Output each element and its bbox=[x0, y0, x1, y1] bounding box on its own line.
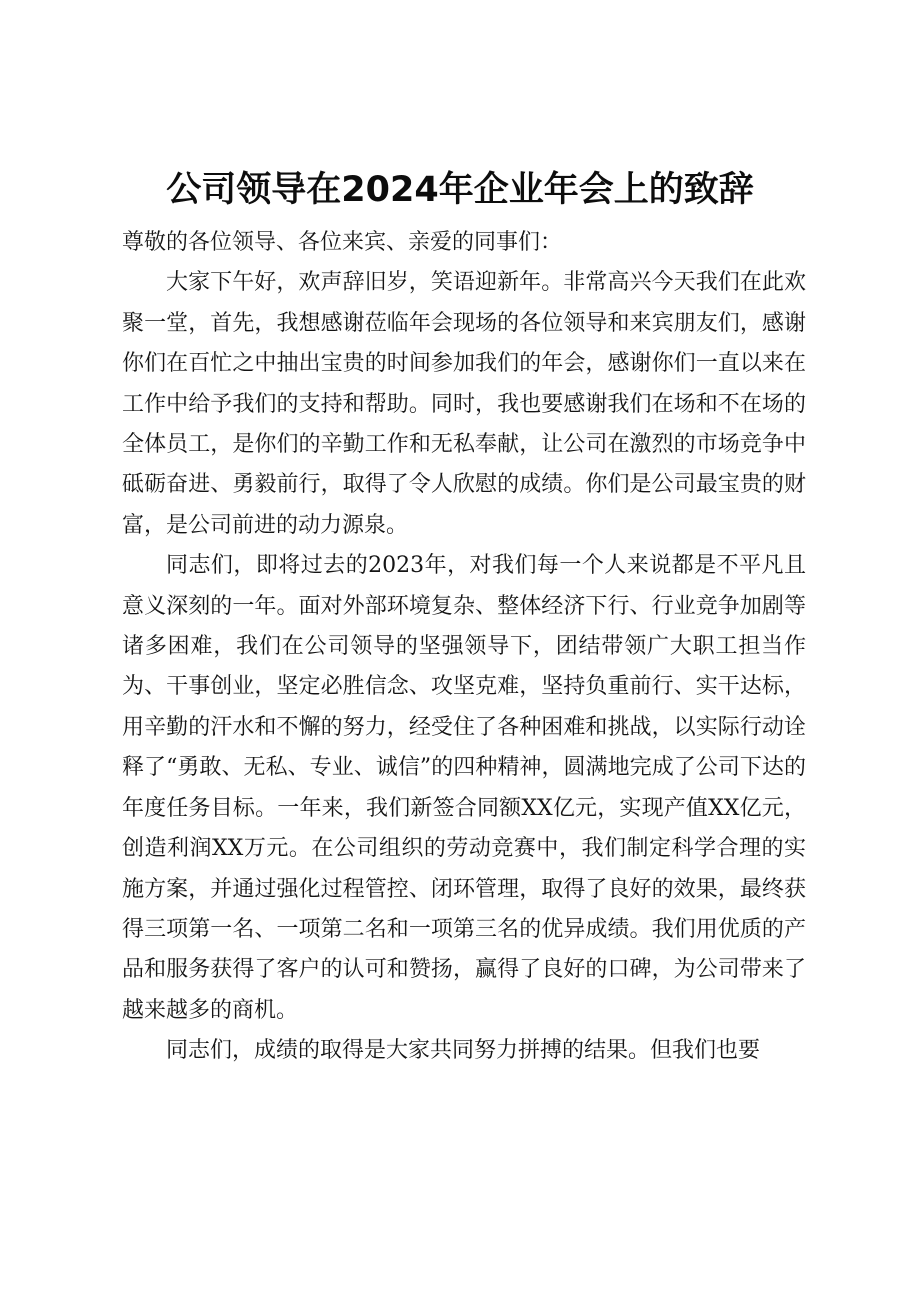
document-body bbox=[122, 223, 806, 1072]
paragraph-opening: 大家下午好，欢声辞旧岁，笑语迎新年。非常高兴今天我们在此欢聚一堂，首先，我想感谢莅临年会现场的各位领导和来宾朋友们，感谢你们在百忙之中抽出宝贵的时间参加我们的年会，感谢你们一直以来在工作中给予我们的支持和帮助。同时，我也要感谢我们在场和不在场的全体员工，是你们的辛勤工作和无私奉献，让公司在激烈的市场竞争中砥砺奋进、勇毅前行，取得了令人欣慰的成绩。你们是公司最宝贵的财富，是公司前进的动力源泉。 bbox=[122, 270, 806, 538]
salutation: 尊敬的各位领导、各位来宾、亲爱的同事们： bbox=[122, 230, 563, 255]
paragraph-continuation: 同志们，成绩的取得是大家共同努力拼搏的结果。但我们也要 bbox=[166, 1038, 761, 1064]
document-title: 公司领导在2024年企业年会上的致辞 bbox=[166, 170, 754, 210]
paragraph-achievements: 同志们，即将过去的2023年，对我们每一个人来说都是不平凡且意义深刻的一年。面对外部环境复杂、整体经济下行、行业竞争加剧等诸多困难，我们在公司领导的坚强领导下，团结带领广大职工担当作为、干事创业，坚定必胜信念、攻坚克难，坚持负重前行、实干达标，用辛勤的汗水和不懈的努力，经受住了各种困难和挑战，以实际行动诠释了“勇敢、无私、专业、诚信”的四种精神，圆满地完成了公司下达的年度任务目标。一年来，我们新签合同额XX亿元，实现产值XX亿元，创造利润XX万元。在公司组织的劳动竞赛中，我们制定科学合理的实施方案，并通过强化过程管控、闭环管理，取得了良好的效果，最终获得三项第一名、一项第二名和一项第三名的优异成绩。我们用优质的产品和服务获得了客户的认可和赞扬，赢得了良好的口碑，为公司带来了越来越多的商机。 bbox=[122, 553, 806, 1023]
